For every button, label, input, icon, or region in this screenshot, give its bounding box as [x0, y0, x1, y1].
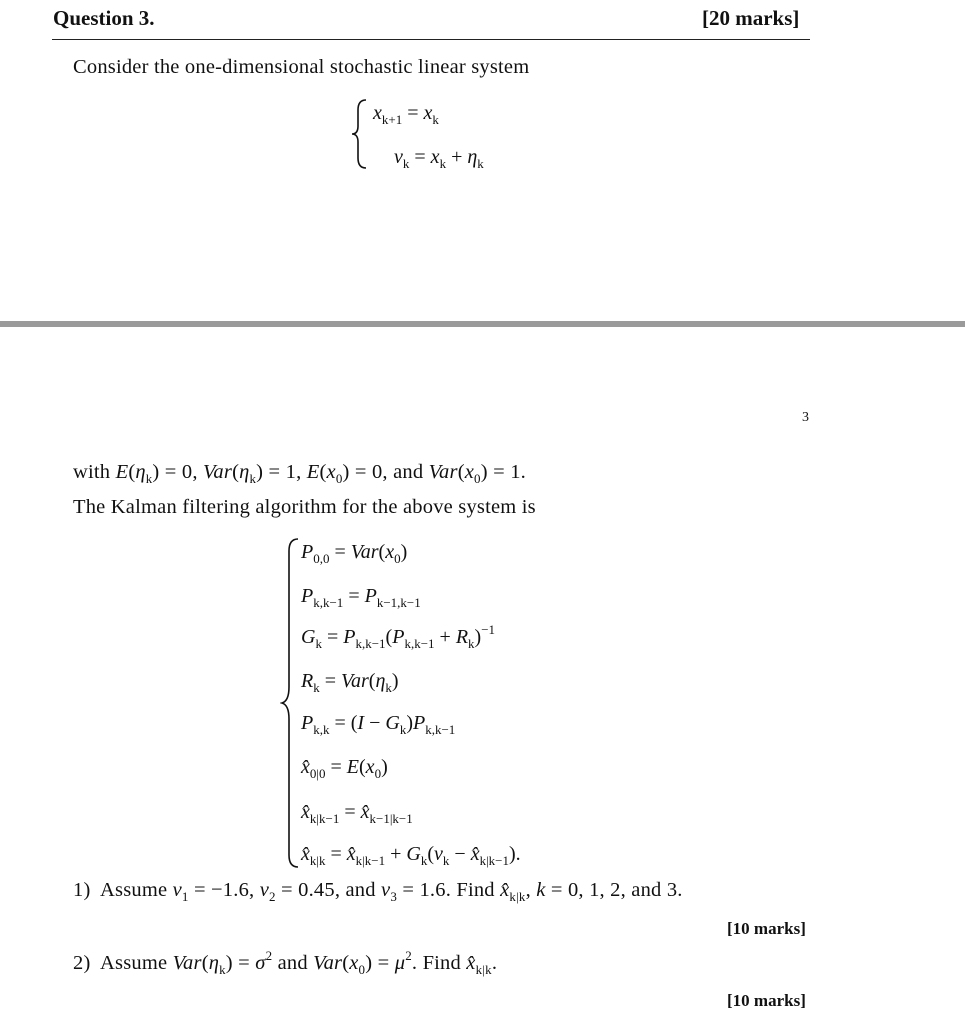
kalman-intro: The Kalman filtering algorithm for the above system is: [73, 496, 536, 518]
alg-eq-rk: $R_k = Var(\eta_k)$: [301, 670, 399, 695]
alg-eq-pkk: $P_{k,k} = (I - G_k)P_{k,k-1}$: [301, 712, 456, 737]
alg-eq-p00: $P_{0,0} = Var(x_0)$: [301, 541, 408, 566]
alg-eq-xkk1: $x̂_{k|k-1}$ = $x̂_{k-1|k-1}$: [301, 801, 413, 826]
page-number: 3: [802, 410, 809, 425]
alg-eq-x00: $x̂_{0|0} = E(x_0)$: [301, 756, 388, 781]
alg-eq-gk: $G_k = P_{k,k-1}(P_{k,k-1} + R_k)^{-1}$: [301, 622, 496, 651]
alg-eq-pkk1: $P_{k,k-1} = P_{k-1,k-1}$: [301, 585, 421, 610]
intro-text: Consider the one-dimensional stochastic linear system: [73, 56, 530, 78]
conditions-line: with $E(\eta_k) = 0$, $Var(\eta_k) = 1$, $E(x_0) = 0$, and $Var(x_0) = 1$.: [73, 461, 526, 486]
question-2: 2) Assume $Var(\eta_k) = \sigma^2$ and $Var(x_0) = \mu^2$. Find $x̂_{k|k}$.: [73, 948, 498, 977]
page-separator: [0, 321, 965, 327]
header-rule: [52, 39, 810, 40]
algorithm-brace: [280, 537, 302, 869]
system-brace: [350, 98, 370, 170]
alg-eq-xkk: $x̂_{k|k}$ = $x̂_{k|k-1} + G_k(v_k$ − $x̂_{k|k-1}$).: [301, 843, 521, 868]
question-1: 1) Assume $v_1 = -1.6$, $v_2 = 0.45$, and $v_3 = 1.6$. Find $x̂_{k|k}$, k = 0, 1, 2, and 3.: [73, 879, 683, 904]
question-marks: [20 marks]: [702, 6, 800, 30]
question-2-marks: [10 marks]: [727, 991, 806, 1010]
question-1-marks: [10 marks]: [727, 919, 806, 938]
system-eq-2: $v_k = x_k + \eta_k$: [394, 146, 484, 171]
question-title: Question 3.: [53, 6, 155, 30]
system-eq-1: $x_{k+1} = x_k$: [373, 102, 439, 127]
